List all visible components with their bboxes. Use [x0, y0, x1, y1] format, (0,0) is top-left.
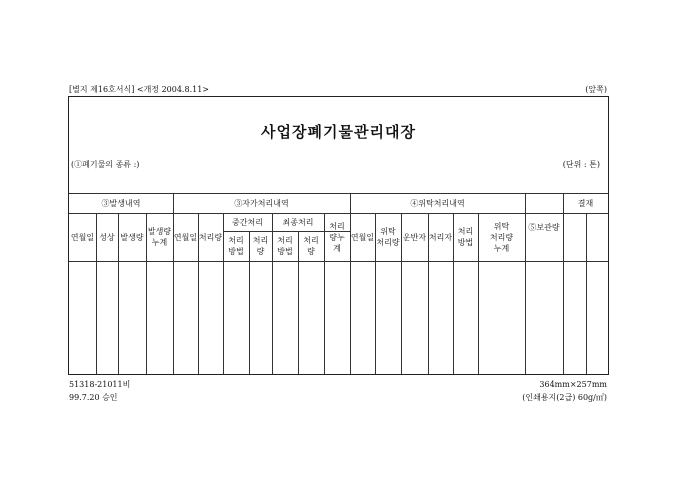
header-bottom-line [69, 261, 608, 262]
col-self-cumulative: 처리 량누 계 [329, 221, 345, 253]
col-gen-amount: 발생량 [120, 232, 144, 242]
col-mid-amount: 처리 량 [252, 236, 269, 256]
col-storage: ⑤보관량 [528, 222, 560, 232]
group-self-processing: ③자가처리내역 [234, 198, 289, 208]
col-transporter: 운반자 [402, 232, 427, 242]
subgroup-intermediate: 중간처리 [232, 217, 263, 227]
form-title: 사업장폐기물관리대장 [261, 123, 416, 141]
waste-type-label: (①폐기물의 종류 :) [71, 160, 140, 169]
col-consign-amount: 위탁 처리량 [376, 227, 400, 247]
form-code: 51318-21011비 [69, 380, 131, 389]
col-gen-date: 연월일 [70, 232, 95, 242]
paper-size: 364mm×257mm [539, 380, 607, 389]
col-gen-cumulative: 발생량 누계 [147, 227, 172, 247]
col-consign-cumulative: 위탁 처리량 누계 [489, 221, 514, 253]
form-reference: [별지 제16호서식] <개정 2004.8.11> [69, 85, 209, 94]
unit-label: (단위 : 톤) [562, 160, 600, 169]
side-label: (앞쪽) [585, 85, 607, 94]
col-self-amount: 처리량 [198, 232, 223, 242]
col-final-amount: 처리 량 [303, 236, 319, 256]
col-property: 성상 [99, 232, 115, 242]
approval-date: 99.7.20 승인 [69, 393, 118, 402]
paper-spec: (인쇄용지(2급) 60g/㎡) [522, 393, 607, 402]
col-final-method: 처리 방법 [277, 236, 293, 256]
group-generation: ③발생내역 [101, 198, 141, 208]
group-approval: 결재 [577, 198, 594, 208]
waste-management-ledger-form [68, 96, 609, 375]
col-consign-method: 처리 방법 [457, 227, 474, 247]
col-mid-method: 처리 방법 [228, 236, 244, 256]
col-processor: 처리자 [428, 232, 453, 242]
group-consigned-processing: ④위탁처리내역 [410, 198, 465, 208]
col-self-date: 연월일 [173, 232, 198, 242]
col-consign-date: 연월일 [350, 232, 375, 242]
subgroup-final: 최종처리 [282, 217, 314, 227]
